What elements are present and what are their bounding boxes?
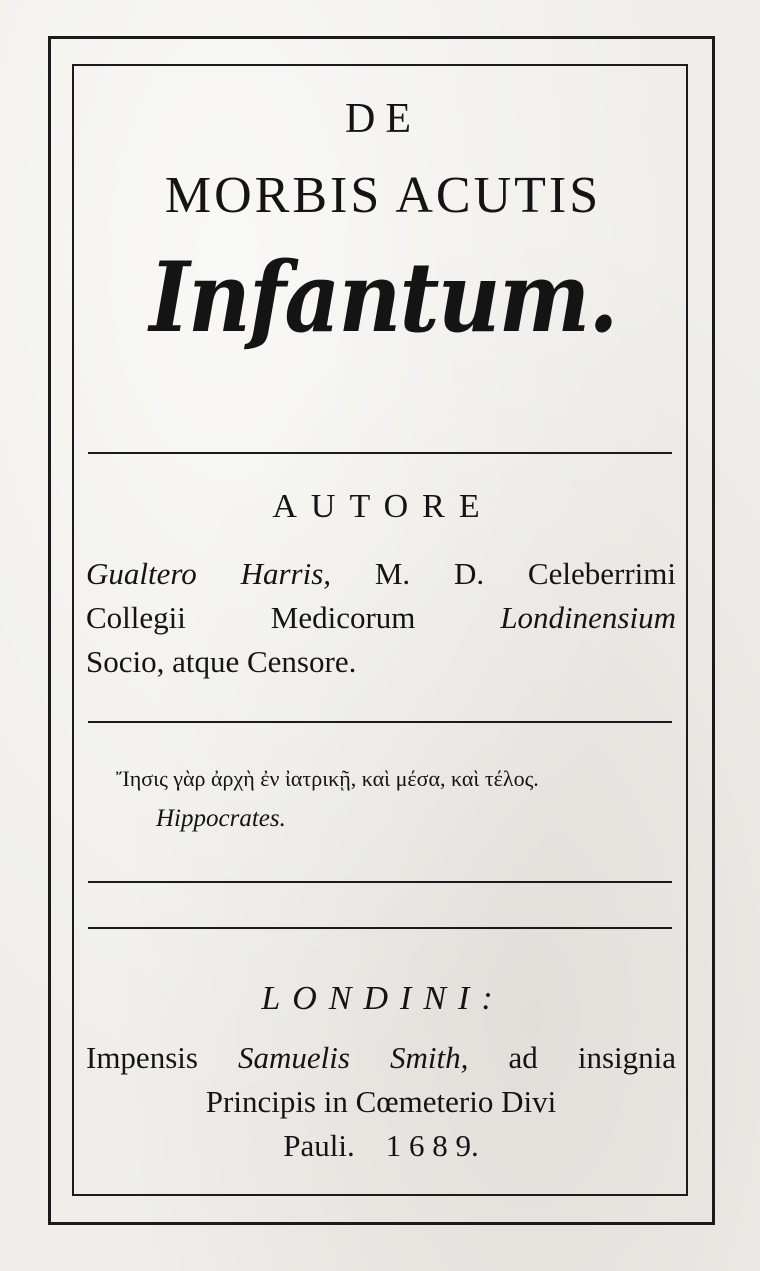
author-line-3: Socio, atque Censore. xyxy=(86,644,357,679)
inner-border-bottom xyxy=(74,1194,688,1196)
imprint-year: 1 6 8 9. xyxy=(385,1128,479,1163)
inner-border-top xyxy=(74,64,688,66)
author-londinensium: Londinensium xyxy=(500,600,676,635)
imprint-line-1 xyxy=(86,1036,676,1080)
author-college: Collegii Medicorum xyxy=(86,600,416,635)
title-infantum: Infantum. xyxy=(149,241,617,354)
imprint-impensis: Impensis xyxy=(86,1040,198,1075)
author-line-1 xyxy=(86,552,676,596)
imprint-publisher: Samuelis Smith, xyxy=(238,1040,469,1075)
imprint-ad-insignia: ad insignia xyxy=(508,1040,677,1075)
inner-border-right xyxy=(686,64,688,1196)
divider-3 xyxy=(88,881,672,883)
inner-border-left xyxy=(72,64,74,1196)
imprint-line-2: Principis in Cœmeterio Divi xyxy=(205,1084,557,1119)
imprint-line-3 xyxy=(86,1124,676,1168)
autore-heading: AUTORE xyxy=(272,488,494,525)
outer-border-right xyxy=(712,36,715,1225)
outer-border-left xyxy=(48,36,51,1225)
divider-1 xyxy=(88,452,672,454)
outer-border-top xyxy=(50,36,714,39)
author-line-2 xyxy=(86,596,676,640)
author-name: Gualtero Harris, xyxy=(86,556,332,591)
title-morbis-acutis: MORBIS ACUTIS xyxy=(164,167,602,224)
author-degree: M. D. Celeberrimi xyxy=(374,556,676,591)
epigraph-attribution: Hippocrates. xyxy=(156,805,286,832)
imprint-pauli: Pauli. xyxy=(283,1128,355,1163)
divider-2 xyxy=(88,721,672,723)
outer-border-bottom xyxy=(50,1222,714,1225)
divider-4 xyxy=(88,927,672,929)
greek-epigraph: Ἴησις γὰρ ἀρχὴ ἐν ἰατρικῇ, καὶ μέσα, καὶ τέλος. xyxy=(116,766,539,791)
title-de: DE xyxy=(345,96,421,142)
imprint-city: LONDINI: xyxy=(261,980,505,1017)
